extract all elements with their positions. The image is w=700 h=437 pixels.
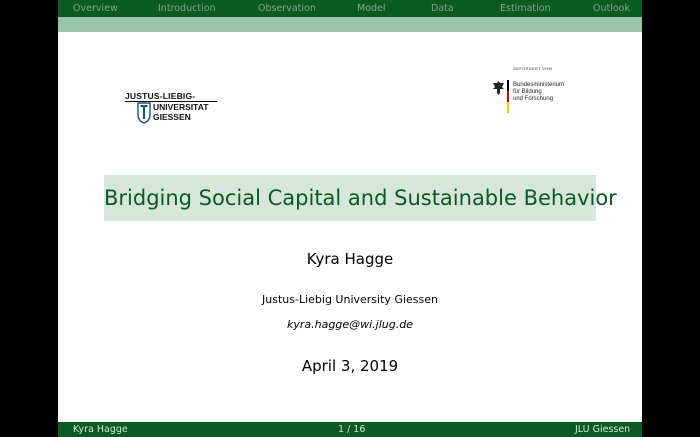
german-flag-stripe	[507, 80, 509, 113]
ministry-logo	[490, 66, 570, 116]
presentation-date: April 3, 2019	[301, 357, 399, 375]
author-email: kyra.hagge@wi.jlug.de	[287, 318, 413, 331]
ministry-line1: Bundesministerium	[513, 82, 565, 88]
slide	[58, 0, 642, 437]
slide-title: Bridging Social Capital and Sustainable Behavior	[104, 186, 617, 210]
footer-author: Kyra Hagge	[73, 424, 128, 435]
author-name: Kyra Hagge	[306, 250, 394, 268]
nav-introduction[interactable]: Introduction	[158, 3, 216, 14]
nav-data[interactable]: Data	[431, 3, 454, 14]
university-logo-line3: GIESSEN	[153, 112, 191, 122]
nav-overview[interactable]: Overview	[73, 3, 118, 14]
ministry-line2: für Bildung	[513, 89, 542, 95]
nav-observation[interactable]: Observation	[258, 3, 316, 14]
section-navbar	[58, 0, 642, 17]
ministry-line3: und Forschung	[513, 96, 554, 102]
institute-name: Justus-Liebig University Giessen	[262, 293, 438, 306]
nav-outlook[interactable]: Outlook	[593, 3, 630, 14]
ministry-name	[513, 82, 564, 103]
university-crest-icon	[137, 102, 151, 124]
ministry-supported-label: GEFÖRDERT VOM	[513, 66, 553, 71]
navbar-subbar	[58, 17, 642, 32]
nav-estimation[interactable]: Estimation	[500, 3, 551, 14]
eagle-icon	[492, 80, 505, 96]
footer-bar	[58, 422, 642, 437]
footer-institution: JLU Giessen	[575, 424, 631, 435]
university-logo	[125, 89, 217, 125]
nav-model[interactable]: Model	[357, 3, 386, 14]
title-box	[104, 175, 617, 221]
footer-page-number: 1 / 16	[338, 424, 366, 435]
university-logo-line1: JUSTUS-LIEBIG-	[125, 91, 196, 101]
university-logo-line2: UNIVERSITAT	[153, 102, 209, 112]
